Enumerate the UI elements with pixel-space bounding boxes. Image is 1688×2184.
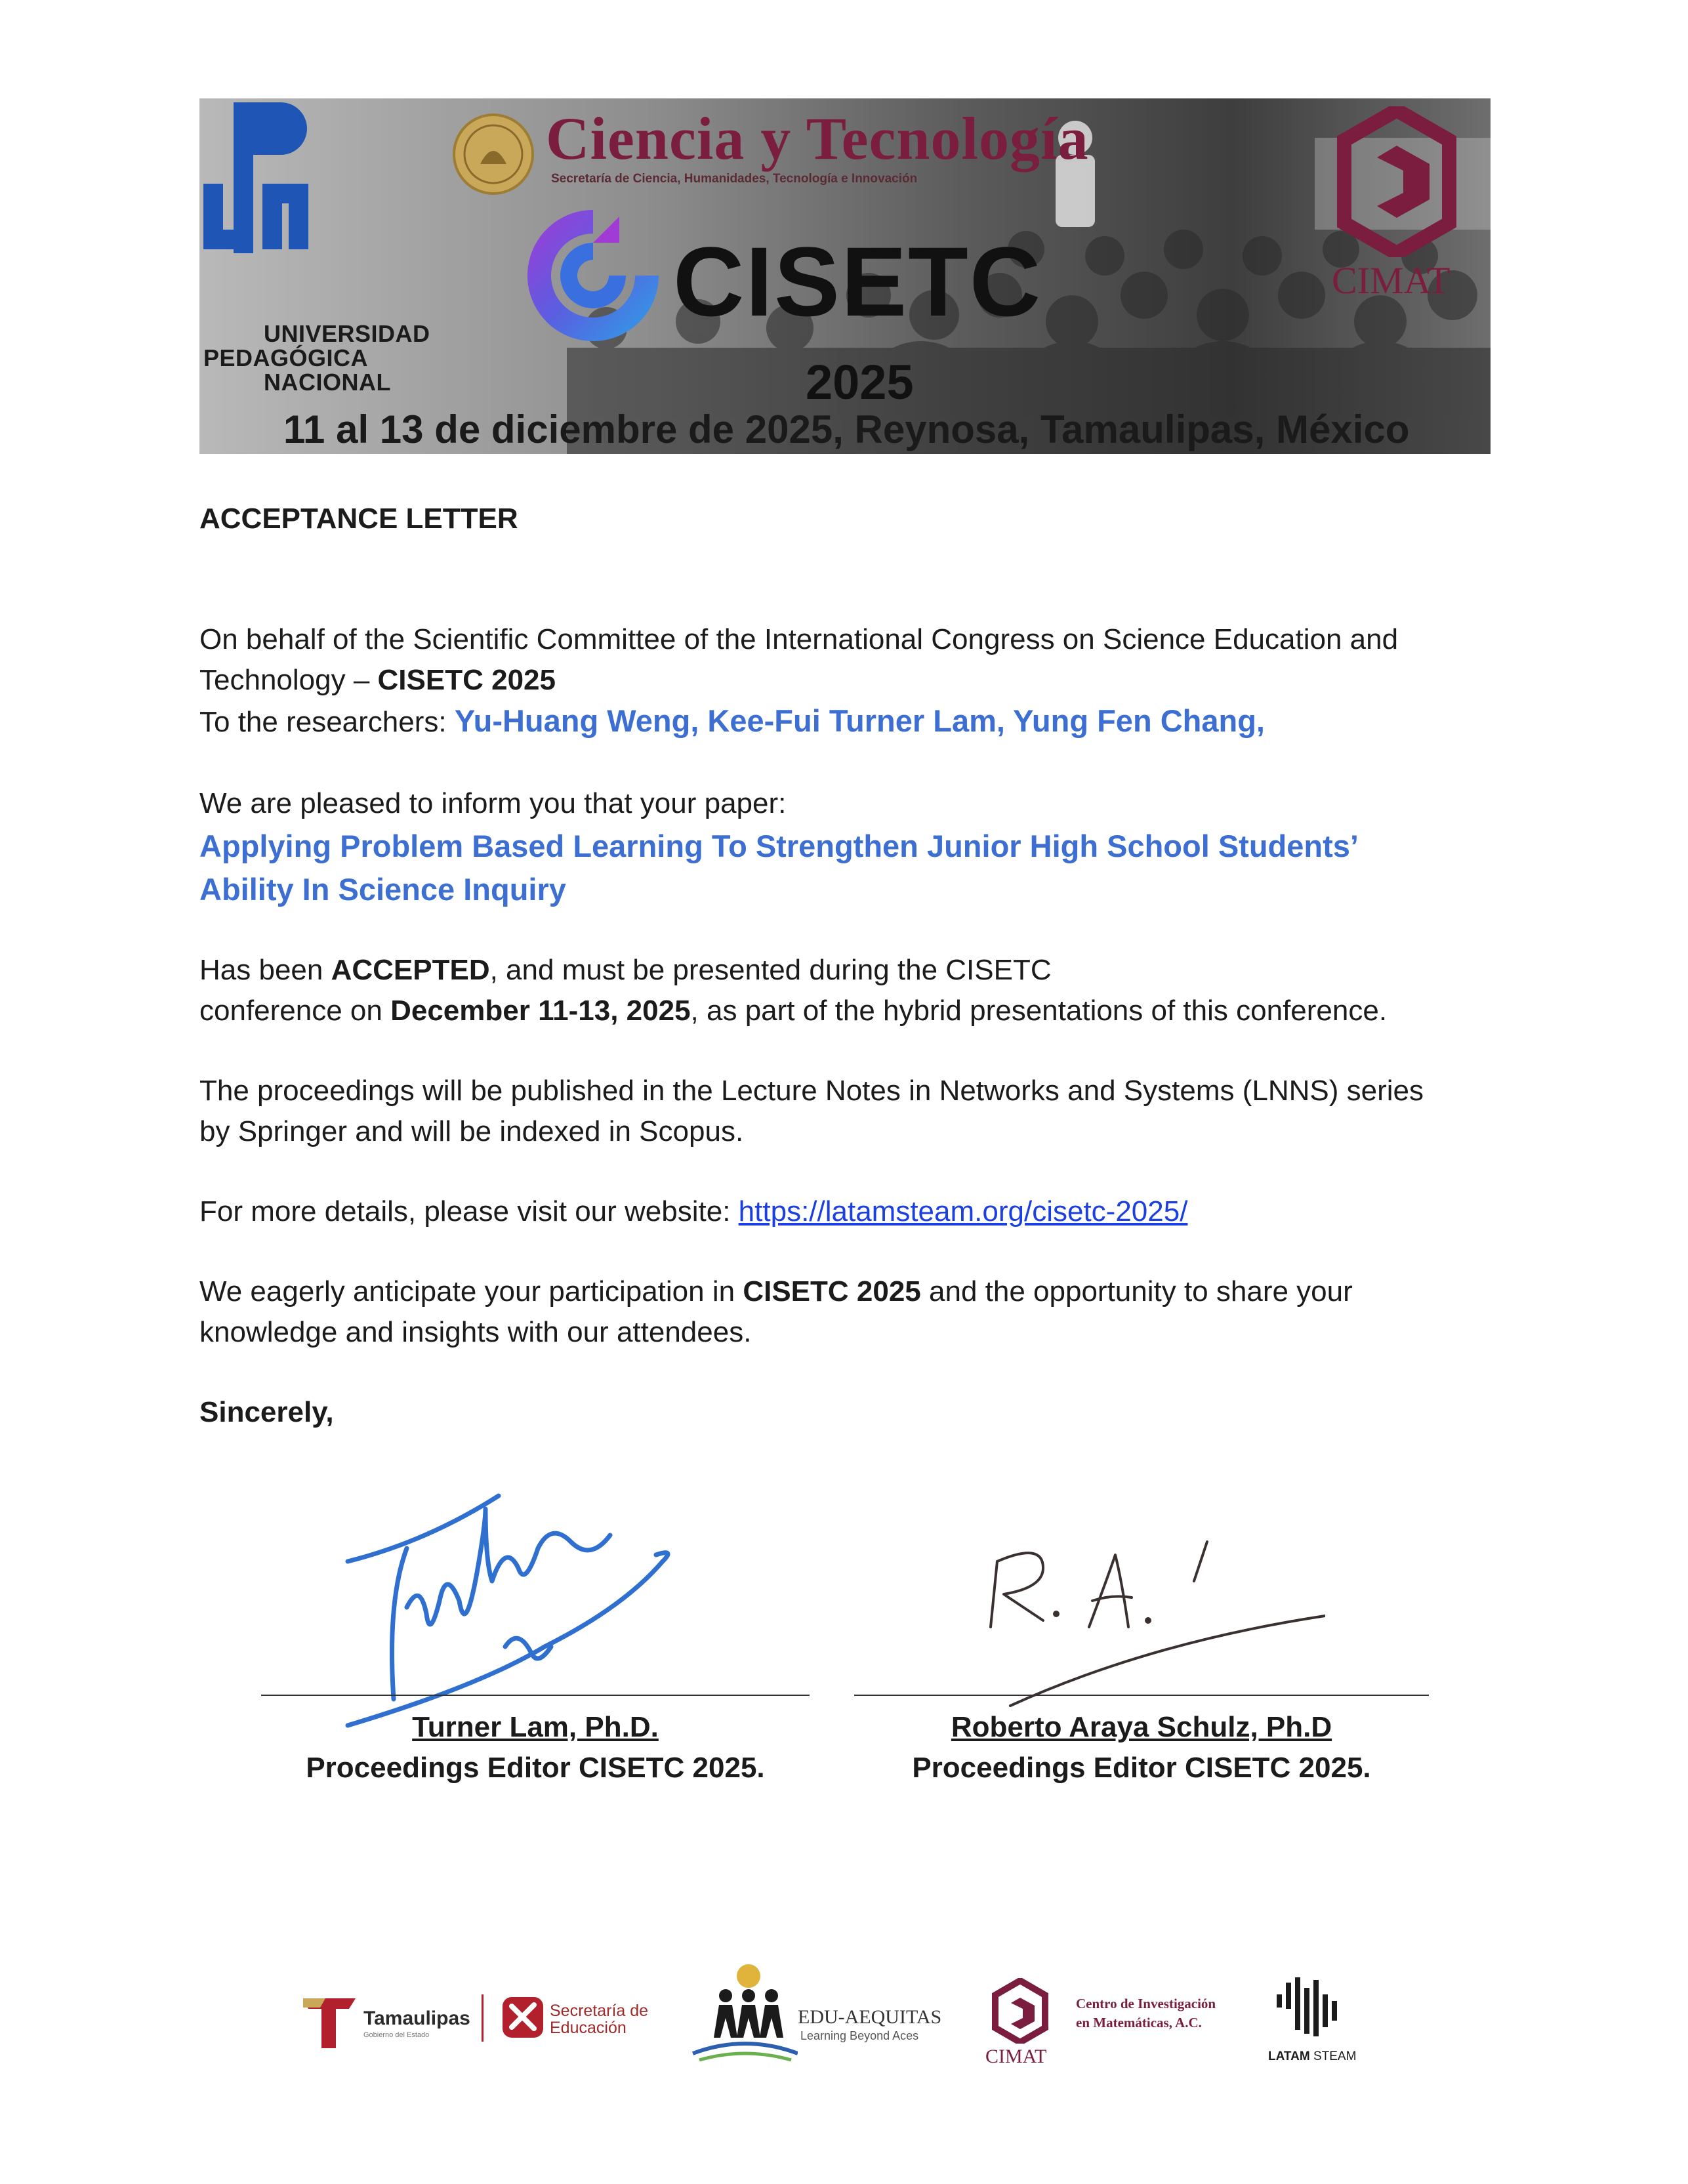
cisetc-year: 2025 [806, 355, 914, 409]
tamaulipas-label: Tamaulipas [363, 2008, 470, 2029]
cimat-full-name: Centro de Investigación en Matemáticas, A.C. [1076, 1996, 1216, 2030]
secretaria-educacion-label: Secretaría de Educación [550, 2002, 649, 2037]
tamaulipas-sublabel: Gobierno del Estado [363, 2031, 430, 2039]
signature-line-left [261, 1695, 810, 1696]
footer-divider [482, 1994, 484, 2042]
conference-name-bold: CISETC 2025 [377, 664, 556, 696]
signature-line-right [854, 1695, 1429, 1696]
signer-left-name: Turner Lam, Ph.D. [412, 1711, 659, 1743]
edu-aequitas-logo-icon [686, 1962, 798, 2067]
cimat-logo-icon [1331, 106, 1462, 257]
cimat-footer-label: CIMAT [985, 2046, 1047, 2067]
edu-aequitas-tagline: Learning Beyond Aces [800, 2029, 919, 2042]
accepted-status: ACCEPTED [331, 954, 490, 986]
conference-banner [199, 98, 1491, 454]
researcher-names: Yu-Huang Weng, Kee-Fui Turner Lam, Yung Fen Chang, [454, 703, 1265, 738]
researchers-line: To the researchers: Yu-Huang Weng, Kee-Fui Turner Lam, Yung Fen Chang, [199, 703, 1265, 738]
ciencia-tecnologia-title: Ciencia y Tecnología [546, 105, 1089, 172]
website-line: For more details, please visit our website: https://latamsteam.org/cisetc-2025/ [199, 1195, 1188, 1227]
roberto-araya-signature [971, 1535, 1325, 1719]
conference-dates-bold: December 11-13, 2025 [390, 995, 691, 1027]
closing: Sincerely, [199, 1396, 334, 1428]
cimat-banner-label: CIMAT [1332, 259, 1451, 302]
intro-line-2: Technology – CISETC 2025 [199, 664, 556, 696]
national-seal-icon [451, 112, 536, 197]
paper-title-line-2: Ability In Science Inquiry [199, 872, 566, 907]
tamaulipas-logo-icon [299, 1992, 365, 2051]
conference-dates-line: conference on December 11-13, 2025, as part of the hybrid presentations of this conference. [199, 995, 1388, 1027]
cimat-footer-logo-icon [991, 1978, 1050, 2044]
anticipate-line-2: knowledge and insights with our attendees. [199, 1316, 752, 1348]
edu-aequitas-label: EDU-AEQUITAS [798, 2006, 942, 2028]
conference-dates-location: 11 al 13 de diciembre de 2025, Reynosa, Tamaulipas, México [283, 407, 1410, 451]
accepted-line: Has been ACCEPTED, and must be presented during the CISETC [199, 954, 1052, 986]
signer-left-role: Proceedings Editor CISETC 2025. [306, 1752, 765, 1784]
cisetc-wordmark: CISETC [673, 226, 1042, 337]
secretaria-educacion-icon [500, 1994, 546, 2040]
signer-right-name: Roberto Araya Schulz, Ph.D [951, 1711, 1332, 1743]
proceedings-line-2: by Springer and will be indexed in Scopus. [199, 1115, 744, 1147]
website-link[interactable]: https://latamsteam.org/cisetc-2025/ [738, 1195, 1188, 1227]
upn-logo-icon [199, 98, 324, 321]
secretaria-subtitle: Secretaría de Ciencia, Humanidades, Tecnología e Innovación [551, 172, 918, 186]
upn-wordmark: UNIVERSIDAD PEDAGÓGICA NACIONAL [203, 320, 430, 396]
latam-steam-logo-icon [1273, 1975, 1345, 2047]
cisetc-swirl-logo-icon [514, 197, 672, 354]
paper-title-line-1: Applying Problem Based Learning To Strengthen Junior High School Students’ [199, 829, 1359, 863]
proceedings-line-1: The proceedings will be published in the Lecture Notes in Networks and Systems (LNNS) series [199, 1075, 1424, 1107]
letter-heading: ACCEPTANCE LETTER [199, 503, 518, 535]
paper-intro: We are pleased to inform you that your paper: [199, 787, 787, 819]
anticipate-line-1: We eagerly anticipate your participation in CISETC 2025 and the opportunity to share your [199, 1275, 1353, 1308]
latam-steam-label: LATAM STEAM [1268, 2050, 1357, 2063]
intro-line-1: On behalf of the Scientific Committee of the International Congress on Science Education and [199, 623, 1399, 655]
signer-right-role: Proceedings Editor CISETC 2025. [912, 1752, 1371, 1784]
